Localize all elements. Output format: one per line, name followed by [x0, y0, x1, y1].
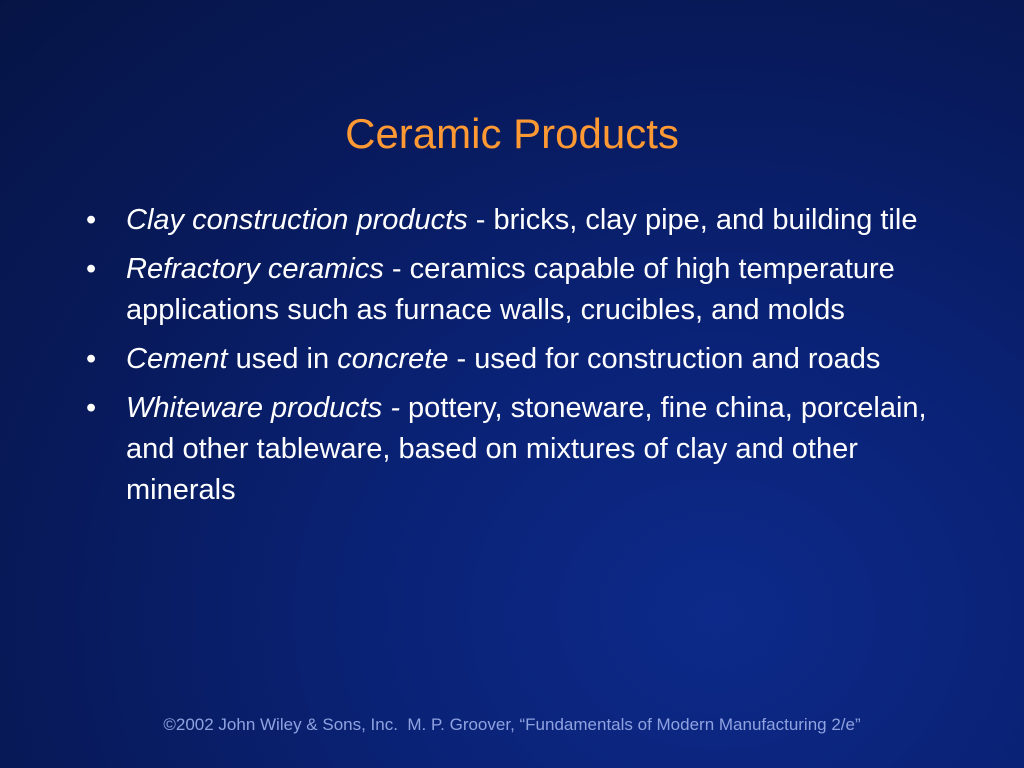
bullet-item [82, 249, 942, 331]
bullet-marker: • [86, 253, 97, 285]
slide-footer: ©2002 John Wiley & Sons, Inc. M. P. Groover, “Fundamentals of Modern Manufacturing 2/e” [163, 715, 861, 734]
bullet-term: Refractory ceramics [126, 253, 384, 285]
bullet-description: - used for construction and roads [448, 343, 881, 375]
bullet-marker: • [86, 204, 97, 236]
bullet-term: Cement [126, 343, 228, 375]
bullet-term-secondary: concrete [337, 343, 449, 375]
bullet-connector: used in [227, 343, 338, 375]
bullet-list [82, 200, 942, 519]
bullet-description: - bricks, clay pipe, and building tile [467, 204, 918, 236]
bullet-item [82, 339, 942, 380]
bullet-description: - ceramics capable of high temperature applications such as furnace walls, crucibles, and molds [126, 253, 895, 326]
bullet-term: Clay construction products [126, 204, 468, 236]
slide-title: Ceramic Products [345, 110, 679, 157]
bullet-marker: • [86, 392, 97, 424]
bullet-item [82, 200, 942, 241]
bullet-marker: • [86, 343, 97, 375]
bullet-description: pottery, stoneware, fine china, porcelain, and other tableware, based on mixtures of clay and other minerals [126, 392, 927, 506]
bullet-item [82, 388, 942, 511]
bullet-term: Whiteware products - [126, 392, 400, 424]
